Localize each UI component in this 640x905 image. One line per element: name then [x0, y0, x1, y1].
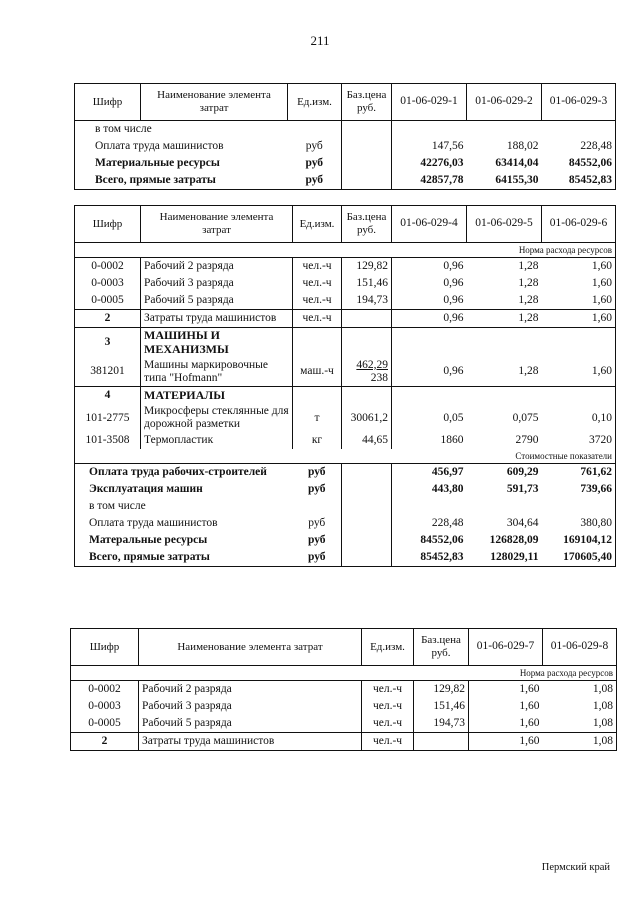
row-name: Затраты труда машинистов [139, 733, 362, 751]
row-name: Рабочий 5 разряда [144, 293, 234, 306]
row-value: 188,02 [506, 139, 539, 152]
table-row [75, 172, 616, 190]
row-value: 3720 [542, 432, 616, 449]
row-code: 0-0002 [71, 681, 139, 699]
row-price [342, 498, 392, 515]
header-price: Баз.цена руб. [342, 84, 392, 121]
header-unit: Ед.изм. [288, 84, 342, 121]
row-value: 1,28 [467, 310, 542, 328]
table-header-row [75, 84, 616, 121]
row-name: Термопластик [144, 434, 214, 447]
row-price [342, 155, 392, 172]
row-value: 1,08 [543, 698, 617, 715]
section-code: 4 [75, 387, 141, 405]
row-value: 1,28 [518, 276, 539, 289]
row-value: 1,60 [542, 358, 616, 387]
row-code: 381201 [75, 358, 141, 387]
header-name: Наименование элемента затрат [141, 84, 288, 121]
row-price: 129,82 [414, 681, 469, 699]
row-value: 1,08 [543, 733, 617, 751]
table-row [71, 733, 617, 751]
price-main: 462,29 [356, 358, 388, 371]
header-code: Шифр [71, 629, 139, 666]
row-name: Материальные ресурсы [75, 155, 288, 172]
row-value: 2790 [515, 434, 539, 447]
row-name: Эксплуатация машин [75, 481, 293, 498]
row-value: 85452,83 [542, 172, 616, 190]
row-value: 739,66 [542, 481, 616, 498]
row-name: Микросферы стеклянные для дорожной разметки [144, 405, 289, 431]
row-value [467, 498, 542, 515]
row-value: 1,08 [543, 681, 617, 699]
row-unit: чел.-ч [362, 733, 414, 751]
row-unit: руб [305, 139, 323, 152]
row-value: 169104,12 [542, 532, 616, 549]
row-value: 126828,09 [489, 534, 539, 547]
row-value: 0,075 [512, 411, 539, 424]
table-row [75, 310, 616, 328]
row-value [542, 498, 616, 515]
row-value: 0,96 [443, 276, 464, 289]
row-value [542, 387, 616, 405]
row-value: 591,73 [506, 483, 539, 496]
row-unit: чел.-ч [362, 698, 414, 715]
header-code: Шифр [75, 84, 141, 121]
cost-label: Стоимостные показатели [75, 449, 616, 464]
header-price: Баз.цена руб. [414, 629, 469, 666]
table-row [75, 155, 616, 172]
section-code: 3 [75, 328, 141, 358]
row-price: 151,46 [342, 275, 392, 292]
table-row [75, 275, 616, 292]
header-unit: Ед.изм. [362, 629, 414, 666]
table-row [75, 292, 616, 310]
row-name: Рабочий 3 разряда [142, 699, 232, 712]
row-value: 1,60 [469, 733, 543, 751]
row-value: 761,62 [542, 464, 616, 482]
row-value: 84552,06 [542, 155, 616, 172]
row-value: 1,60 [542, 292, 616, 310]
summary-row [75, 549, 616, 567]
header-col-code: 01-06-029-4 [392, 206, 467, 243]
summary-row [75, 515, 616, 532]
row-price: 151,46 [414, 698, 469, 715]
row-name: Оплата труда машинистов [75, 138, 288, 155]
row-name: Машины маркировочные типа "Hofmann" [144, 358, 268, 384]
row-value: 1,60 [542, 310, 616, 328]
row-value: 128029,11 [467, 549, 542, 567]
row-value: 1,60 [519, 716, 540, 729]
norm-label: Норма расхода ресурсов [75, 243, 616, 258]
row-value [392, 328, 467, 358]
header-col-code: 01-06-029-2 [467, 84, 542, 121]
row-unit: руб [307, 534, 326, 547]
cost-label-row [75, 449, 616, 464]
table-row [71, 715, 617, 733]
row-value [467, 121, 542, 139]
row-value: 170605,40 [542, 549, 616, 567]
row-name: Всего, прямые затраты [75, 172, 288, 190]
row-value: 63414,04 [495, 156, 539, 169]
row-price: 194,73 [342, 292, 392, 310]
row-unit: руб [293, 549, 342, 567]
row-value: 304,64 [506, 517, 539, 530]
row-unit: маш.-ч [293, 358, 342, 387]
row-name: Оплата труда рабочих-строителей [75, 464, 293, 482]
row-price: 30061,2 [342, 404, 392, 432]
row-price: 129,82 [342, 258, 392, 276]
row-name: Рабочий 5 разряда [142, 716, 232, 729]
row-value: 380,80 [542, 515, 616, 532]
row-code: 101-3508 [75, 432, 141, 449]
row-code: 2 [71, 733, 139, 751]
row-value: 0,05 [443, 411, 464, 424]
row-value: 0,96 [392, 258, 467, 276]
row-price [414, 733, 469, 751]
summary-row [75, 464, 616, 482]
norm-label: Норма расхода ресурсов [71, 666, 617, 681]
row-value: 609,29 [506, 466, 539, 479]
table-row [75, 358, 616, 387]
summary-row [75, 498, 616, 515]
header-col-code: 01-06-029-8 [543, 629, 617, 666]
row-price [342, 532, 392, 549]
header-name: Наименование элемента затрат [141, 206, 293, 243]
row-value: 0,96 [392, 310, 467, 328]
row-name: Всего, прямые затраты [75, 549, 293, 567]
row-unit: руб [305, 156, 324, 169]
section-row [75, 328, 616, 358]
row-name: Рабочий 2 разряда [139, 681, 362, 699]
row-price [342, 328, 392, 358]
table-header-row [71, 629, 617, 666]
row-price: 44,65 [342, 432, 392, 449]
price-secondary: 238 [370, 371, 388, 384]
row-value [392, 121, 467, 139]
row-unit: кг [293, 432, 342, 449]
table-row [75, 258, 616, 276]
row-code: 101-2775 [75, 404, 141, 432]
row-price [342, 549, 392, 567]
row-value: 1,60 [542, 258, 616, 276]
row-name: Рабочий 3 разряда [144, 276, 234, 289]
row-unit [293, 328, 342, 358]
norm-row [75, 243, 616, 258]
header-price: Баз.цена руб. [342, 206, 392, 243]
row-unit: чел.-ч [362, 681, 414, 699]
row-price: 194,73 [414, 715, 469, 733]
header-unit: Ед.изм. [293, 206, 342, 243]
norm-row [71, 666, 617, 681]
row-value [467, 328, 542, 358]
row-price [342, 138, 392, 155]
row-code: 0-0003 [71, 698, 139, 715]
row-value: 0,96 [443, 365, 464, 378]
row-value: 443,80 [431, 483, 464, 496]
table-row [75, 432, 616, 449]
row-code: 2 [75, 310, 141, 328]
table-row [71, 698, 617, 715]
section-row [75, 387, 616, 405]
row-value: 228,48 [431, 517, 464, 530]
row-unit: чел.-ч [293, 258, 342, 276]
table-row [75, 138, 616, 155]
row-value: 1,28 [518, 365, 539, 378]
row-price [342, 387, 392, 405]
footer-region: Пермский край [541, 862, 610, 873]
row-value [542, 121, 616, 139]
row-value: 85452,83 [392, 549, 467, 567]
header-col-code: 01-06-029-1 [392, 84, 467, 121]
header-code: Шифр [75, 206, 141, 243]
row-value: 1860 [440, 434, 464, 447]
table-header-row [75, 206, 616, 243]
row-value: 147,56 [431, 139, 464, 152]
header-name: Наименование элемента затрат [139, 629, 362, 666]
section-title: МАТЕРИАЛЫ [141, 387, 293, 405]
row-price [342, 358, 392, 387]
row-value: 1,60 [542, 275, 616, 292]
row-value [392, 498, 467, 515]
row-value: 42276,03 [420, 156, 464, 169]
row-value: 42857,78 [392, 172, 467, 190]
row-value [467, 387, 542, 405]
row-value: 84552,06 [420, 534, 464, 547]
header-col-code: 01-06-029-7 [469, 629, 543, 666]
row-unit: руб [288, 172, 342, 190]
row-name: Оплата труда машинистов [75, 515, 293, 532]
table-row [71, 681, 617, 699]
row-value [392, 387, 467, 405]
row-value: 1,28 [518, 293, 539, 306]
row-unit: чел.-ч [293, 310, 342, 328]
row-name: в том числе [75, 498, 293, 515]
row-price [342, 515, 392, 532]
estimate-table-1 [74, 83, 616, 190]
row-name: Рабочий 2 разряда [141, 258, 293, 276]
summary-row [75, 532, 616, 549]
row-unit: чел.-ч [362, 715, 414, 733]
row-value: 456,97 [431, 466, 464, 479]
row-value: 1,60 [519, 699, 540, 712]
page-number: 211 [310, 33, 330, 48]
row-code: 0-0003 [75, 275, 141, 292]
header-col-code: 01-06-029-5 [467, 206, 542, 243]
row-price [342, 172, 392, 190]
header-col-code: 01-06-029-3 [542, 84, 616, 121]
row-unit: руб [308, 517, 326, 530]
row-price [342, 464, 392, 482]
row-code: 0-0005 [75, 292, 141, 310]
row-unit [288, 121, 342, 139]
table-row [75, 121, 616, 139]
summary-row [75, 481, 616, 498]
row-price [342, 310, 392, 328]
row-unit: руб [307, 466, 326, 479]
row-value: 0,96 [443, 293, 464, 306]
row-price [342, 121, 392, 139]
row-name: в том числе [75, 121, 288, 139]
row-value: 1,08 [543, 715, 617, 733]
row-unit: чел.-ч [293, 292, 342, 310]
row-code: 0-0002 [75, 258, 141, 276]
row-unit [293, 498, 342, 515]
row-name: Матеральные ресурсы [75, 532, 293, 549]
estimate-table-3 [70, 628, 617, 751]
row-name: Затраты труда машинистов [141, 310, 293, 328]
row-value: 1,28 [467, 258, 542, 276]
row-unit: т [293, 404, 342, 432]
row-value [542, 328, 616, 358]
row-value: 228,48 [542, 138, 616, 155]
row-price [342, 481, 392, 498]
table-row [75, 404, 616, 432]
header-col-code: 01-06-029-6 [542, 206, 616, 243]
row-code: 0-0005 [71, 715, 139, 733]
row-value: 1,60 [469, 681, 543, 699]
section-title: МАШИНЫ И МЕХАНИЗМЫ [141, 328, 293, 358]
row-unit: чел.-ч [293, 275, 342, 292]
row-unit: руб [307, 483, 326, 496]
row-value: 0,10 [542, 404, 616, 432]
estimate-table-2 [74, 205, 616, 567]
row-value: 64155,30 [467, 172, 542, 190]
row-unit [293, 387, 342, 405]
